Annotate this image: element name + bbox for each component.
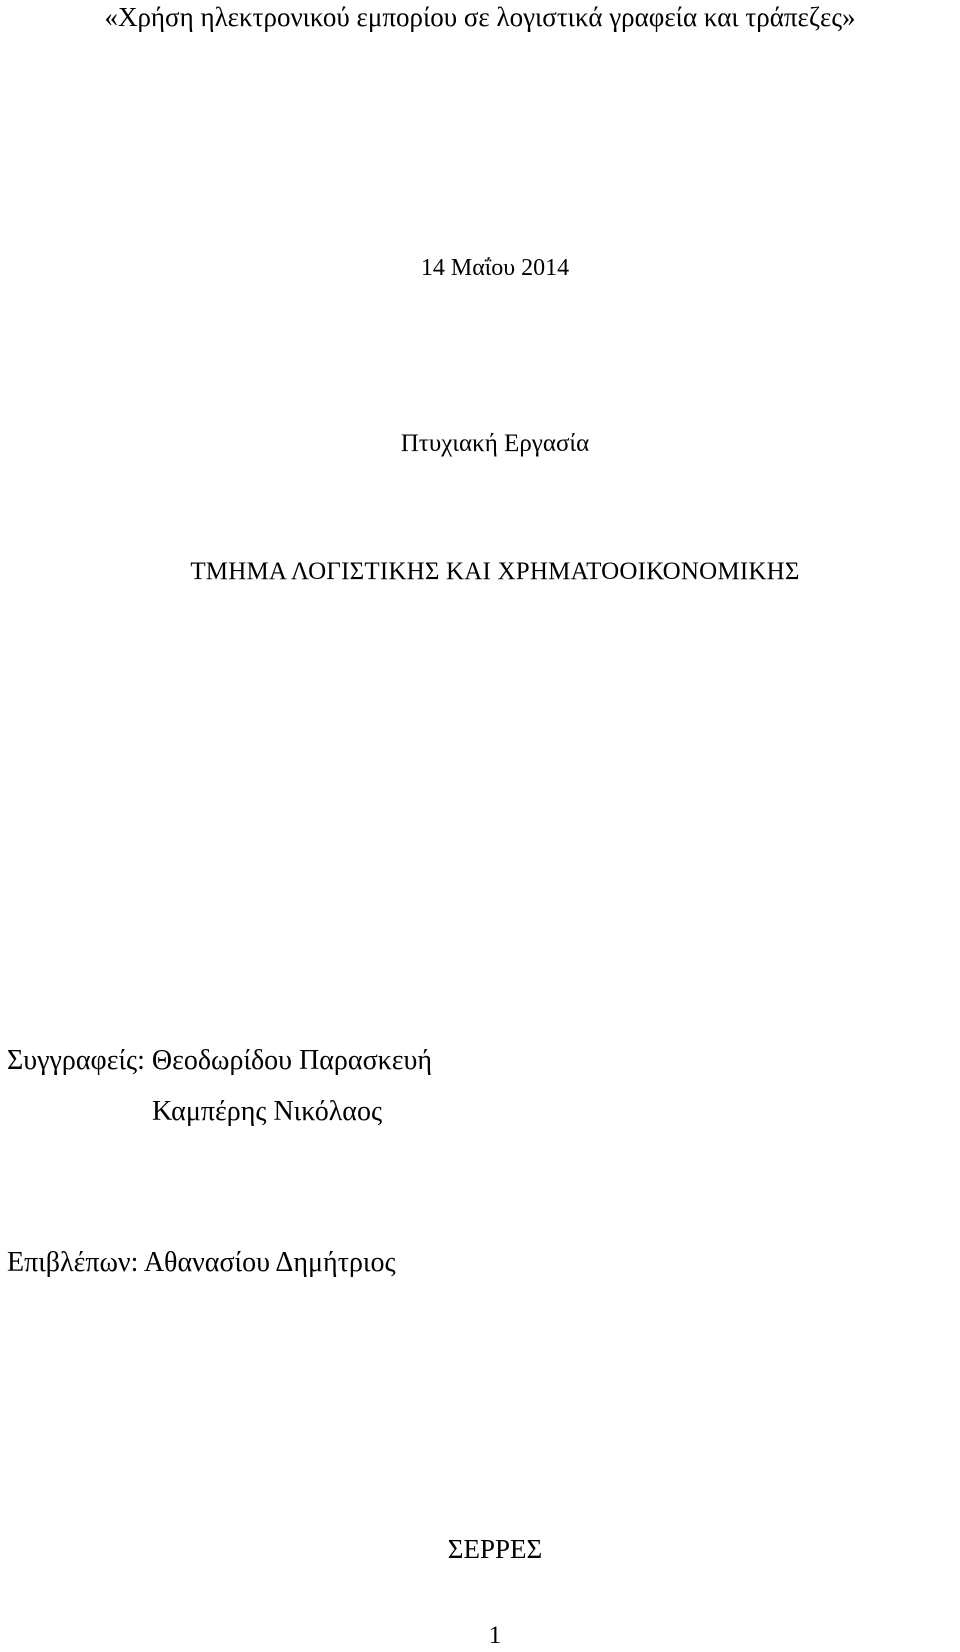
city: ΣΕΡΡΕΣ <box>447 1534 543 1564</box>
department-name: ΤΜΗΜΑ ΛΟΓΙΣΤΙΚΗΣ ΚΑΙ ΧΡΗΜΑΤΟΟΙΚΟΝΟΜΙΚΗΣ <box>190 558 800 585</box>
page-number: 1 <box>488 1622 502 1649</box>
work-type: Πτυχιακή Εργασία <box>400 430 590 457</box>
document-title: «Χρήση ηλεκτρονικού εμπορίου σε λογιστικά γραφεία και τράπεζες» <box>104 2 856 32</box>
authors-label: Συγγραφείς: Θεοδωρίδου Παρασκευή <box>7 1045 433 1076</box>
supervisor: Επιβλέπων: Αθανασίου Δημήτριος <box>7 1247 396 1278</box>
submission-date: 14 Μαΐου 2014 <box>420 255 570 281</box>
second-author: Καμπέρης Νικόλαος <box>152 1096 383 1127</box>
